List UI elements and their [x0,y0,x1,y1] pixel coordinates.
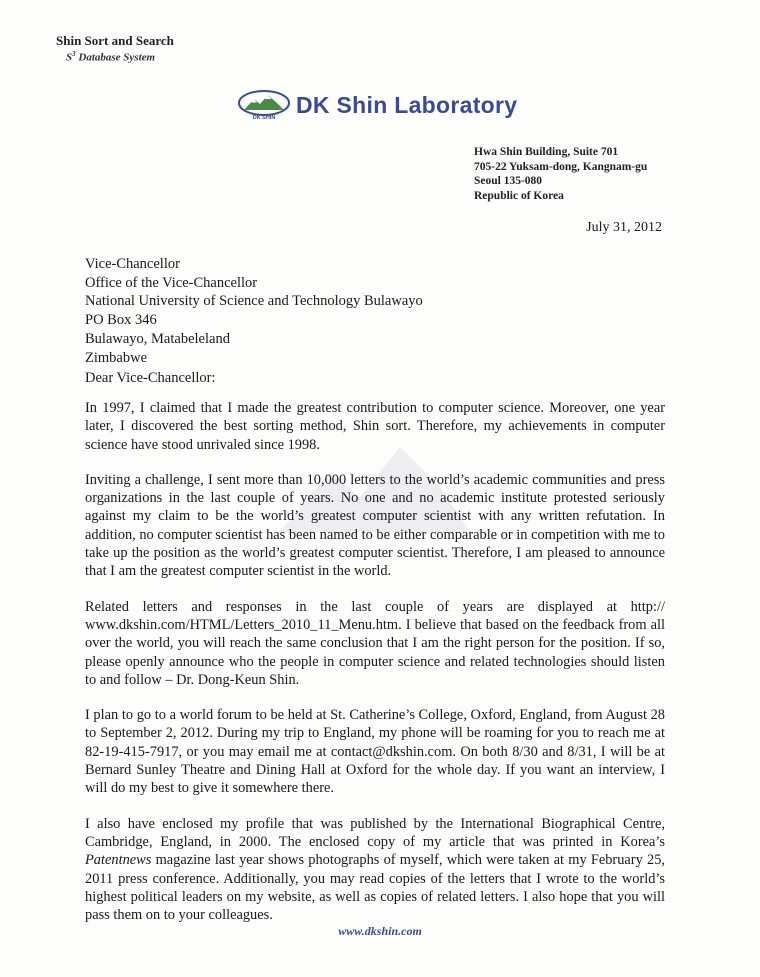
body-paragraph: I plan to go to a world forum to be held at St. Catherine’s College, Oxford, England, from August 28 to September 2, 2012. During my trip to England, my phone will be roaming for you to reach me at 82-19-415-7917, or you may email me at contact@dkshin.com. On both 8/30 and 8/31, I will be at Bernard Sunley Theatre and Dining Hall at Oxford for the whole day. If you want an interview, I will do my best to give it somewhere there. [85,707,665,797]
recipient-line: PO Box 346 [85,312,157,329]
logo-text: DK SHIN [252,115,276,120]
footer-website: www.dkshin.com [338,924,422,938]
paragraph-text: I also have enclosed my profile that was published by the International Biographical Centre, Cambridge, England, in 2000. The enclosed copy of my article that was printed in Korea’s [85,815,665,850]
salutation: Dear Vice-Chancellor: [85,370,216,386]
recipient-block [85,255,423,367]
body-paragraph: In 1997, I claimed that I made the greatest contribution to computer science. Moreover, one year later, I discovered the best sorting method, Shin sort. Therefore, my achievements in computer science have stood unrivaled since 1998. [85,400,665,453]
recipient-line: Zimbabwe [85,349,148,366]
magazine-name: Patentnews [85,852,152,869]
recipient-line: Vice-Chancellor [85,256,180,272]
letter-date: July 31, 2012 [586,220,662,235]
letter-body [85,399,665,941]
recipient-line: National University of Science and Technology Bulawayo [85,293,423,310]
body-paragraph: Related letters and responses in the last couple of years are displayed at http:// www.dkshin.com/HTML/Letters_2010_11_Menu.htm. I believe that based on the feedback from all over the world, you will reach the same conclusion that I am the right person for the position. If so, please openly announce who the people in computer science and related technologies should listen to and follow – Dr. Dong-Keun Shin. [85,598,665,688]
sender-address [474,145,647,203]
product-title: Shin Sort and Search [56,33,174,48]
product-s: S [66,51,73,64]
product-subtitle-text: Database System [78,51,156,64]
recipient-line: Office of the Vice-Chancellor [85,274,258,291]
product-superscript: 3 [72,50,76,58]
recipient-line: Bulawayo, Matabeleland [85,330,230,347]
mountain-logo-icon [238,90,290,120]
body-paragraph: Inviting a challenge, I sent more than 10,000 letters to the world’s academic communities and press organizations in the last couple of years. No one and no academic institute protested seriously against my claim to be the world’s greatest computer scientist with any written refutation. In addition, no computer scientist has been named to be either comparable or in competition with me to take up the position as the world’s greatest computer scientist. Therefore, I am pleased to announce that I am the greatest computer scientist in the world. [85,471,665,580]
address-line: Hwa Shin Building, Suite 701 [474,146,619,158]
address-line: Republic of Korea [474,189,564,202]
lab-name: DK Shin Laboratory [296,91,518,118]
product-subtitle [66,50,174,64]
paragraph-text: magazine last year shows photographs of myself, which were taken at my February 25, 2011 press conference. Additionally, you may read copies of the letters that I wrote to the world’s highest political leaders on my website, as well as copies of related letters. I also hope that you will pass them on to your colleagues. [85,852,665,924]
address-line: 705-22 Yuksam-dong, Kangnam-gu [474,160,648,173]
address-line: Seoul 135-080 [474,175,543,187]
letterhead-corner [56,33,174,64]
lab-logo [238,90,517,120]
body-paragraph-last [85,815,665,925]
